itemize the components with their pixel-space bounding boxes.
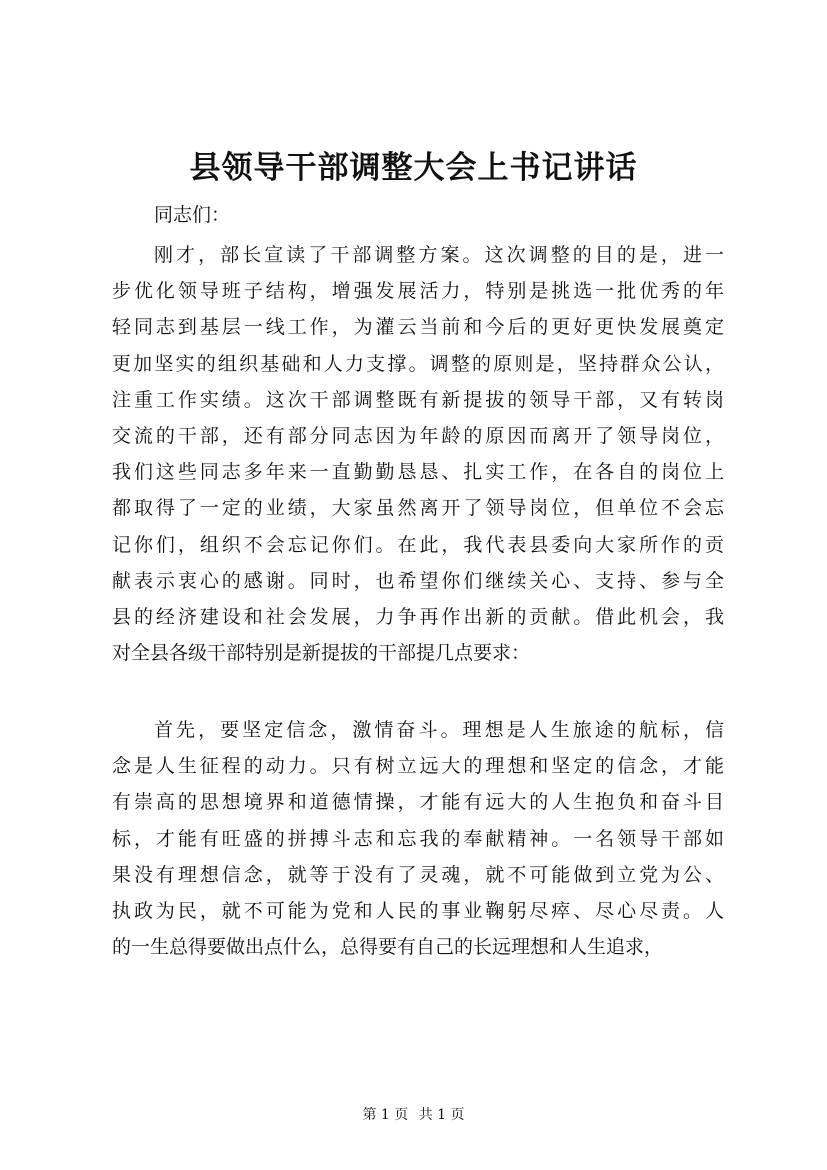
text-line: 注重工作实绩。这次干部调整既有新提拔的领导干部，又有转岗 (112, 388, 724, 411)
text-line: 对全县各级干部特别是新提拔的干部提几点要求： (112, 642, 531, 665)
text-line: 刚才，部长宣读了干部调整方案。这次调整的目的是，进一 (154, 244, 724, 266)
page-total: 共 1 页 (418, 1107, 465, 1123)
text-line: 有崇高的思想境界和道德情操，才能有远大的人生抱负和奋斗目 (112, 791, 724, 814)
text-line: 首先，要坚定信念，激情奋斗。理想是人生旅途的航标，信 (154, 719, 724, 741)
text-line: 标，才能有旺盛的拼搏斗志和忘我的奉献精神。一名领导干部如 (112, 827, 724, 850)
greeting: 同志们： (154, 204, 231, 226)
text-line: 更加坚实的组织基础和人力支撑。调整的原则是，坚持群众公认， (112, 352, 724, 375)
text-line: 县的经济建设和社会发展，力争再作出新的贡献。借此机会，我 (112, 605, 724, 628)
page-title: 县领导干部调整大会上书记讲话 (189, 150, 638, 186)
text-line: 轻同志到基层一线工作，为灌云当前和今后的更好更快发展奠定 (112, 316, 724, 339)
paragraph-2 (112, 712, 724, 965)
text-line: 步优化领导班子结构，增强发展活力，特别是挑选一批优秀的年 (112, 280, 724, 303)
text-line: 的一生总得要做出点什么，总得要有自己的长远理想和人生追求， (112, 936, 664, 959)
text-line: 念是人生征程的动力。只有树立远大的理想和坚定的信念，才能 (112, 755, 724, 778)
text-line: 果没有理想信念，就等于没有了灵魂，就不可能做到立党为公、 (112, 863, 724, 886)
text-line: 执政为民，就不可能为党和人民的事业鞠躬尽瘁、尽心尽责。人 (112, 899, 724, 922)
text-line: 记你们，组织不会忘记你们。在此，我代表县委向大家所作的贡 (112, 533, 724, 556)
text-line: 都取得了一定的业绩，大家虽然离开了领导岗位，但单位不会忘 (112, 497, 724, 520)
text-line: 我们这些同志多年来一直勤勤恳恳、扎实工作，在各自的岗位上 (112, 461, 724, 484)
page-footer (0, 1105, 827, 1125)
paragraph-1 (112, 237, 724, 671)
text-line: 献表示衷心的感谢。同时，也希望你们继续关心、支持、参与全 (112, 569, 724, 592)
text-line: 交流的干部，还有部分同志因为年龄的原因而离开了领导岗位， (112, 424, 724, 447)
page-number: 第 1 页 (362, 1107, 409, 1123)
